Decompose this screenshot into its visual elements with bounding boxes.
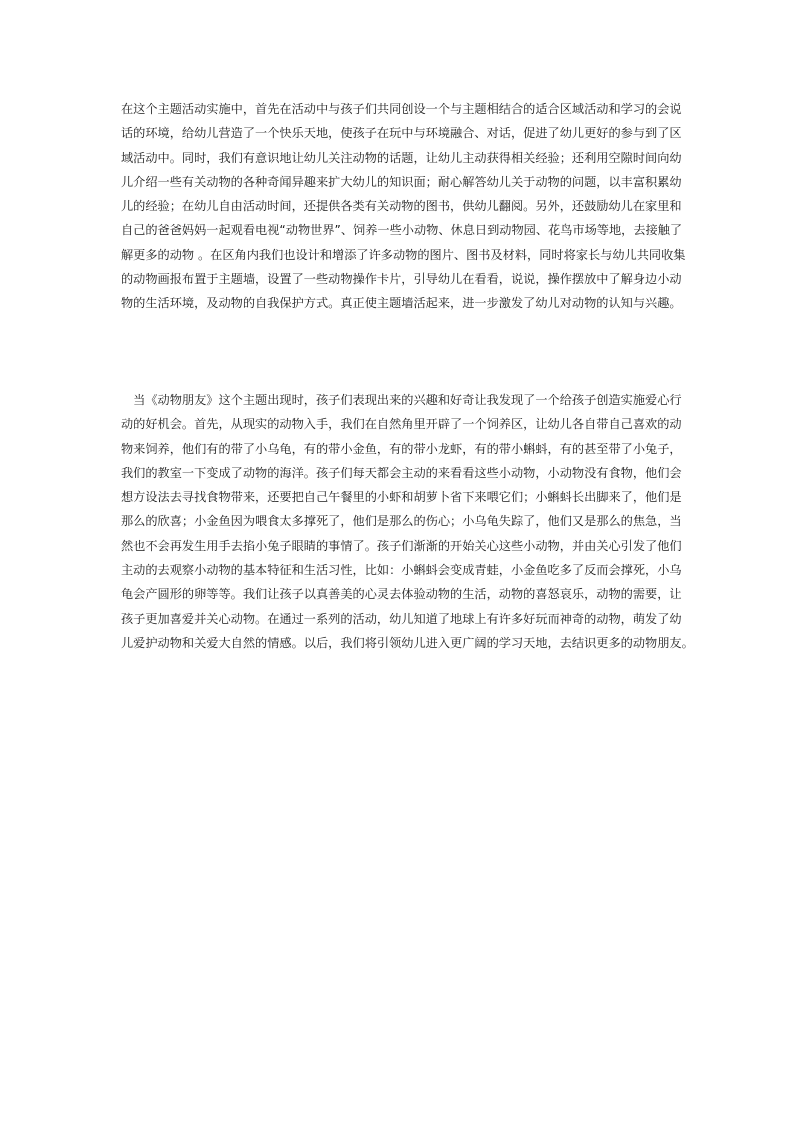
text-line: 然也不会再发生用手去掐小兔子眼睛的事情了。孩子们渐渐的开始关心这些小动物，并由关心引发了他们 <box>121 538 682 553</box>
text-line: 动的好机会。首先，从现实的动物入手，我们在自然角里开辟了一个饲养区，让幼儿各自带自己喜欢的动 <box>121 417 682 432</box>
text-line: 当《动物朋友》这个主题出现时，孩子们表现出来的兴趣和好奇让我发现了一个给孩子创造实施爱心行 <box>121 393 682 407</box>
text-line: 话的环境，给幼儿营造了一个快乐天地，使孩子在玩中与环境融合、对话，促进了幼儿更好的参与到了区 <box>121 126 682 141</box>
text-line: 我们的教室一下变成了动物的海洋。孩子们每天都会主动的来看看这些小动物，小动物没有食物，他们会 <box>121 465 682 480</box>
text-line: 的动物画报布置于主题墙，设置了一些动物操作卡片，引导幼儿在看看，说说，操作摆放中了解身边小动 <box>121 272 682 287</box>
text-line: 儿介绍一些有关动物的各种奇闻异趣来扩大幼儿的知识面；耐心解答幼儿关于动物的问题，以丰富积累幼 <box>121 174 682 189</box>
text-line: 那么的欣喜；小金鱼因为喂食太多撑死了，他们是那么的伤心；小乌龟失踪了，他们又是那么的焦急，当 <box>121 514 682 529</box>
text-line: 主动的去观察小动物的基本特征和生活习性，比如：小蝌蚪会变成青蛙，小金鱼吃多了反而会撑死，小乌 <box>121 563 682 578</box>
text-line: 物的生活环境，及动物的自我保护方式。真正使主题墙活起来，进一步激发了幼儿对动物的认知与兴趣。 <box>121 296 682 311</box>
text-line: 物来饲养，他们有的带了小乌龟，有的带小金鱼，有的带小龙虾，有的带小蝌蚪，有的甚至带了小兔子， <box>121 441 682 456</box>
text-line: 自己的爸爸妈妈一起观看电视“动物世界”、饲养一些小动物、休息日到动物园、花鸟市场等地，去接触了 <box>121 223 683 238</box>
text-line: 解更多的动物 。在区角内我们也设计和增添了许多动物的图片、图书及材料，同时将家长与幼儿共同收集 <box>121 247 686 262</box>
text-line: 儿爱护动物和关爱大自然的情感。以后，我们将引领幼儿进入更广阔的学习天地，去结识更多的动物朋友。 <box>121 635 694 650</box>
text-line: 在这个主题活动实施中，首先在活动中与孩子们共同创设一个与主题相结合的适合区域活动和学习的会说 <box>121 102 682 116</box>
text-line: 龟会产圆形的卵等等。我们让孩子以真善美的心灵去体验动物的生活，动物的喜怒哀乐，动物的需要，让 <box>121 587 682 602</box>
text-line: 域活动中。同时，我们有意识地让幼儿关注动物的话题，让幼儿主动获得相关经验；还利用空隙时间向幼 <box>121 150 682 165</box>
paragraph-1 <box>121 97 686 316</box>
text-line: 儿的经验；在幼儿自由活动时间，还提供各类有关动物的图书，供幼儿翻阅。另外，还鼓励幼儿在家里和 <box>121 199 682 214</box>
text-line: 想方设法去寻找食物带来，还要把自己午餐里的小虾和胡萝卜省下来喂它们；小蝌蚪长出脚来了，他们是 <box>121 490 682 505</box>
text-line: 孩子更加喜爱并关心动物。在通过一系列的活动，幼儿知道了地球上有许多好玩而神奇的动物，萌发了幼 <box>121 611 682 626</box>
paragraph-2 <box>121 388 694 655</box>
